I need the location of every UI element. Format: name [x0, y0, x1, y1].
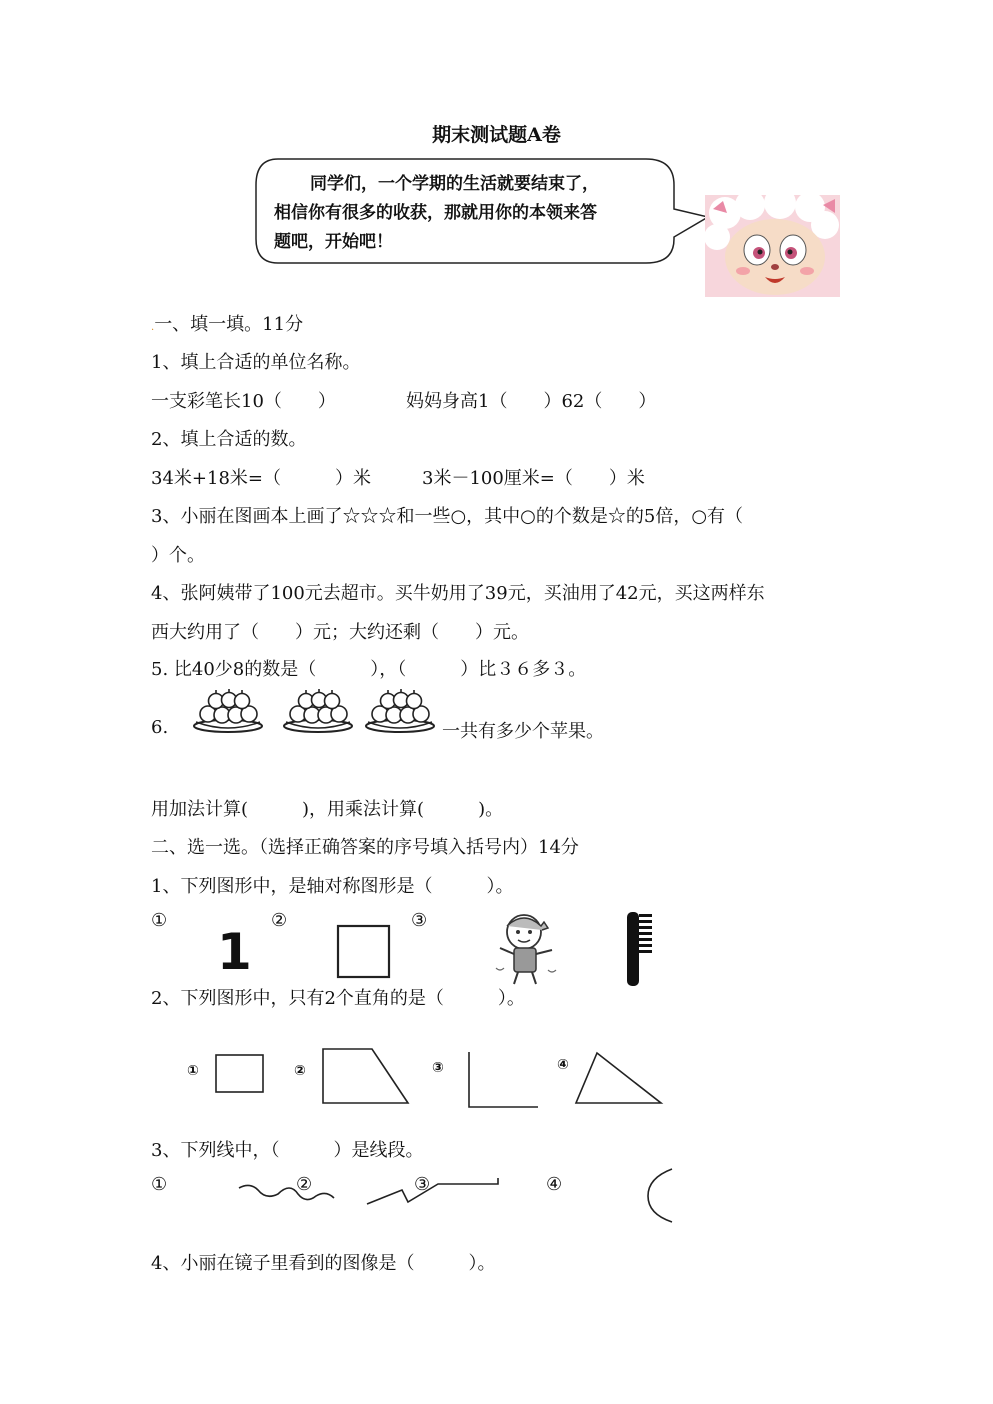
s1-q6-text: 一共有多少个苹果。 [442, 721, 604, 742]
rectangle-figure-icon [214, 1053, 266, 1095]
s1-q3-line1: 3、小丽在图画本上画了☆☆☆和一些○，其中○的个数是☆的5倍，○有（ [151, 506, 744, 527]
s2-q1: 1、下列图形中，是轴对称图形是（ ）。 [151, 876, 514, 897]
s1-q5: 5. 比40少8的数是（ ），（ ）比３６多３。 [151, 659, 587, 680]
section1-heading-text: 一、填一填。11分 [154, 314, 304, 335]
s2-q1-opt1: ① [151, 910, 168, 931]
section2-heading: 二、选一选。（选择正确答案的序号填入括号内）14分 [151, 837, 579, 858]
s2-q1-opt2: ② [271, 910, 288, 931]
bubble-line-3: 题吧，开始吧！ [274, 232, 393, 252]
sheep-character-icon [705, 195, 840, 297]
s1-q3-line2: ）个。 [151, 545, 205, 566]
s1-q6-number: 6. [151, 717, 169, 738]
digit-one-figure: 1 [217, 923, 252, 981]
s2-q4: 4、小丽在镜子里看到的图像是（ ）。 [151, 1253, 496, 1274]
s1-q4-line1: 4、张阿姨带了100元去超市。买牛奶用了39元，买油用了42元，买这两样东 [151, 583, 765, 604]
bubble-text [274, 170, 674, 257]
s2-q3-opt1: ① [151, 1174, 168, 1195]
curve-line-icon [236, 1178, 338, 1210]
section1-heading [151, 310, 303, 336]
s2-q2-opt1: ① [187, 1063, 199, 1079]
broken-line-icon [364, 1178, 504, 1210]
triangle-figure-icon [573, 1050, 665, 1106]
s1-q2-b: 3米－100厘米=（ ）米 [422, 468, 645, 489]
bubble-line-1: 同学们，一个学期的生活就要结束了， [310, 174, 599, 194]
s2-q2-opt2: ② [294, 1063, 306, 1079]
arc-line-icon [644, 1166, 674, 1224]
s2-q1-opt3: ③ [411, 910, 428, 931]
s1-q2: 2、填上合适的数。 [151, 429, 307, 450]
square-figure-icon [336, 924, 392, 980]
s2-q3: 3、下列线中，（ ）是线段。 [151, 1140, 424, 1161]
s2-q3-opt3: ③ [414, 1174, 431, 1195]
s2-q3-opt2: ② [296, 1174, 313, 1195]
page-title: 期末测试题A卷 [432, 124, 561, 146]
s2-q2-opt4: ④ [557, 1057, 569, 1073]
s1-q2-a: 34米+18米=（ ）米 [151, 468, 371, 489]
apple-baskets [192, 686, 442, 736]
comb-icon [624, 910, 656, 988]
s1-q1-b: 妈妈身高1（ ）62（ ） [406, 391, 657, 412]
s2-q2-opt3: ③ [432, 1060, 444, 1076]
bubble-line-2: 相信你有很多的收获，那就用你的本领来答 [274, 203, 597, 223]
right-angle-figure-icon [466, 1050, 542, 1110]
s1-q1-a: 一支彩笔长10（ ） [151, 391, 336, 412]
mark-dot: . [151, 322, 155, 333]
s1-q1: 1、填上合适的单位名称。 [151, 352, 361, 373]
s2-q2: 2、下列图形中，只有2个直角的是（ ）。 [151, 988, 525, 1009]
apple-basket-icon [194, 689, 262, 732]
s1-q4-line2: 西大约用了（ ）元；大约还剩（ ）元。 [151, 622, 529, 643]
cartoon-boy-icon [490, 908, 562, 988]
s2-q3-opt4: ④ [546, 1174, 563, 1195]
trapezoid-figure-icon [320, 1046, 412, 1106]
s1-q6-calc: 用加法计算( )，用乘法计算( )。 [151, 799, 504, 820]
